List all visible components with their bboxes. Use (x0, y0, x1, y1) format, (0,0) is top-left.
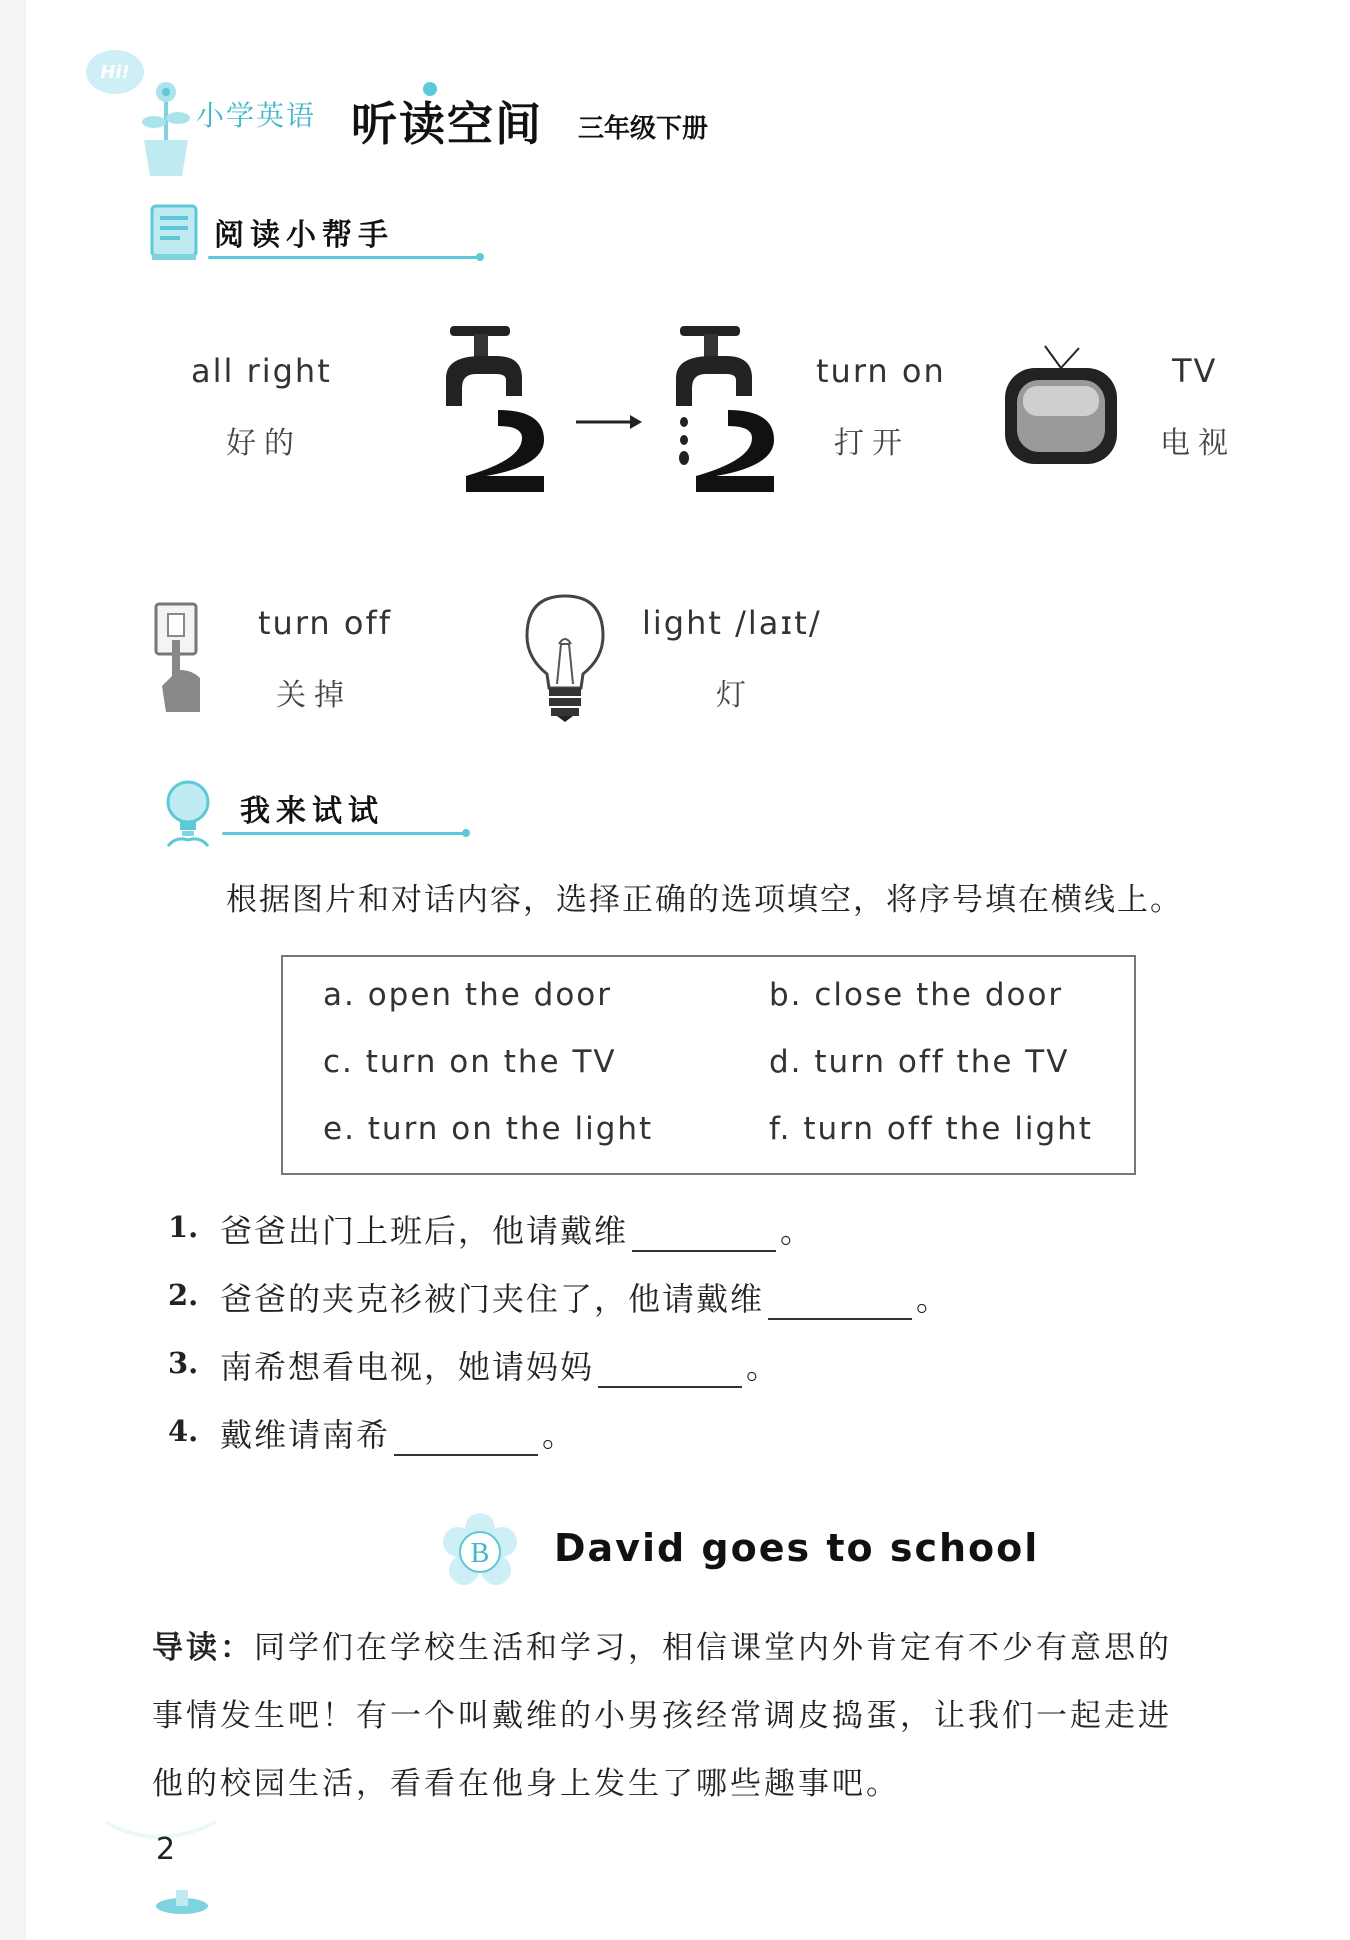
tv-icon (1001, 340, 1121, 470)
vocab-all-right-en: all right (191, 352, 332, 390)
vocab-light-en: light /laɪt/ (642, 604, 822, 642)
option-a: a. open the door (323, 977, 613, 1013)
vocab-turn-off-cn: 关掉 (276, 678, 352, 713)
option-d: d. turn off the TV (769, 1044, 1070, 1080)
question-text (220, 1274, 950, 1320)
answer-blank[interactable] (394, 1422, 538, 1456)
light-bulb-icon (521, 592, 609, 724)
light-switch-hand-icon (152, 600, 212, 718)
book-title (351, 88, 543, 154)
vocab-tv-cn: 电视 (1160, 426, 1236, 461)
series-label: 小学英语 (196, 99, 317, 132)
options-box (281, 955, 1136, 1175)
arrow-right-icon (574, 412, 644, 432)
vocab-tv-en: TV (1172, 352, 1218, 390)
option-b: b. close the door (769, 977, 1064, 1013)
question-text (220, 1206, 814, 1252)
hi-badge: Hi! (86, 50, 144, 94)
question-prompt: 戴维请南希 (220, 1416, 391, 1454)
page-header (86, 40, 786, 170)
question-number: 4. (168, 1414, 199, 1448)
vocab-turn-on-cn: 打开 (834, 426, 910, 461)
intro-line-2: 事情发生吧！有一个叫戴维的小男孩经常调皮捣蛋，让我们一起走进 (152, 1698, 1172, 1734)
try-it-heading (162, 776, 482, 846)
vocab-turn-off-en: turn off (258, 604, 392, 642)
story-badge-letter: B (470, 1538, 490, 1569)
story-title: David goes to school (554, 1526, 1040, 1570)
question-prompt: 南希想看电视，她请妈妈 (220, 1348, 595, 1386)
option-e: e. turn on the light (323, 1111, 654, 1147)
question-end: 。 (916, 1280, 951, 1318)
question-end: 。 (542, 1416, 577, 1454)
question-text (220, 1342, 780, 1388)
book-icon (146, 200, 206, 264)
vocab-turn-on-en: turn on (816, 352, 946, 390)
page-number: 2 (156, 1832, 176, 1867)
answer-blank[interactable] (598, 1354, 742, 1388)
option-f: f. turn off the light (769, 1111, 1093, 1147)
faucet-on-icon (656, 318, 786, 493)
flower-pot-icon (126, 70, 196, 180)
question-text (220, 1410, 576, 1456)
faucet-off-icon (426, 318, 556, 493)
question-prompt: 爸爸出门上班后，他请戴维 (220, 1212, 629, 1250)
question-end: 。 (746, 1348, 781, 1386)
question-number: 1. (168, 1210, 199, 1244)
vocab-all-right-cn: 好的 (226, 426, 302, 461)
intro-line-1 (152, 1614, 1282, 1682)
intro-text: 同学们在学校生活和学习，相信课堂内外肯定有不少有意思的 (254, 1630, 1172, 1666)
question-prompt: 爸爸的夹克衫被门夹住了，他请戴维 (220, 1280, 765, 1318)
vocab-light-cn: 灯 (716, 678, 754, 713)
instruction-text: 根据图片和对话内容，选择正确的选项填空，将序号填在横线上。 (226, 882, 1183, 918)
answer-blank[interactable] (632, 1218, 776, 1252)
reading-helper-title: 阅读小帮手 (214, 218, 394, 253)
question-number: 2. (168, 1278, 199, 1312)
idea-bulb-icon (162, 776, 214, 848)
intro-paragraph (152, 1614, 1282, 1818)
intro-line-3: 他的校园生活，看看在他身上发生了哪些趣事吧。 (152, 1766, 900, 1802)
title-dot-icon (423, 82, 437, 96)
answer-blank[interactable] (768, 1286, 912, 1320)
question-end: 。 (780, 1212, 815, 1250)
heading-underline (222, 832, 466, 835)
grade-label: 三年级下册 (578, 114, 709, 144)
intro-lead: 导读： (152, 1630, 254, 1666)
book-title-text: 听读空间 (351, 97, 543, 151)
try-it-title: 我来试试 (240, 794, 384, 829)
heading-underline (208, 256, 480, 259)
option-c: c. turn on the TV (323, 1044, 617, 1080)
flower-badge-icon (440, 1512, 520, 1592)
question-number: 3. (168, 1346, 199, 1380)
reading-helper-heading (146, 200, 506, 270)
